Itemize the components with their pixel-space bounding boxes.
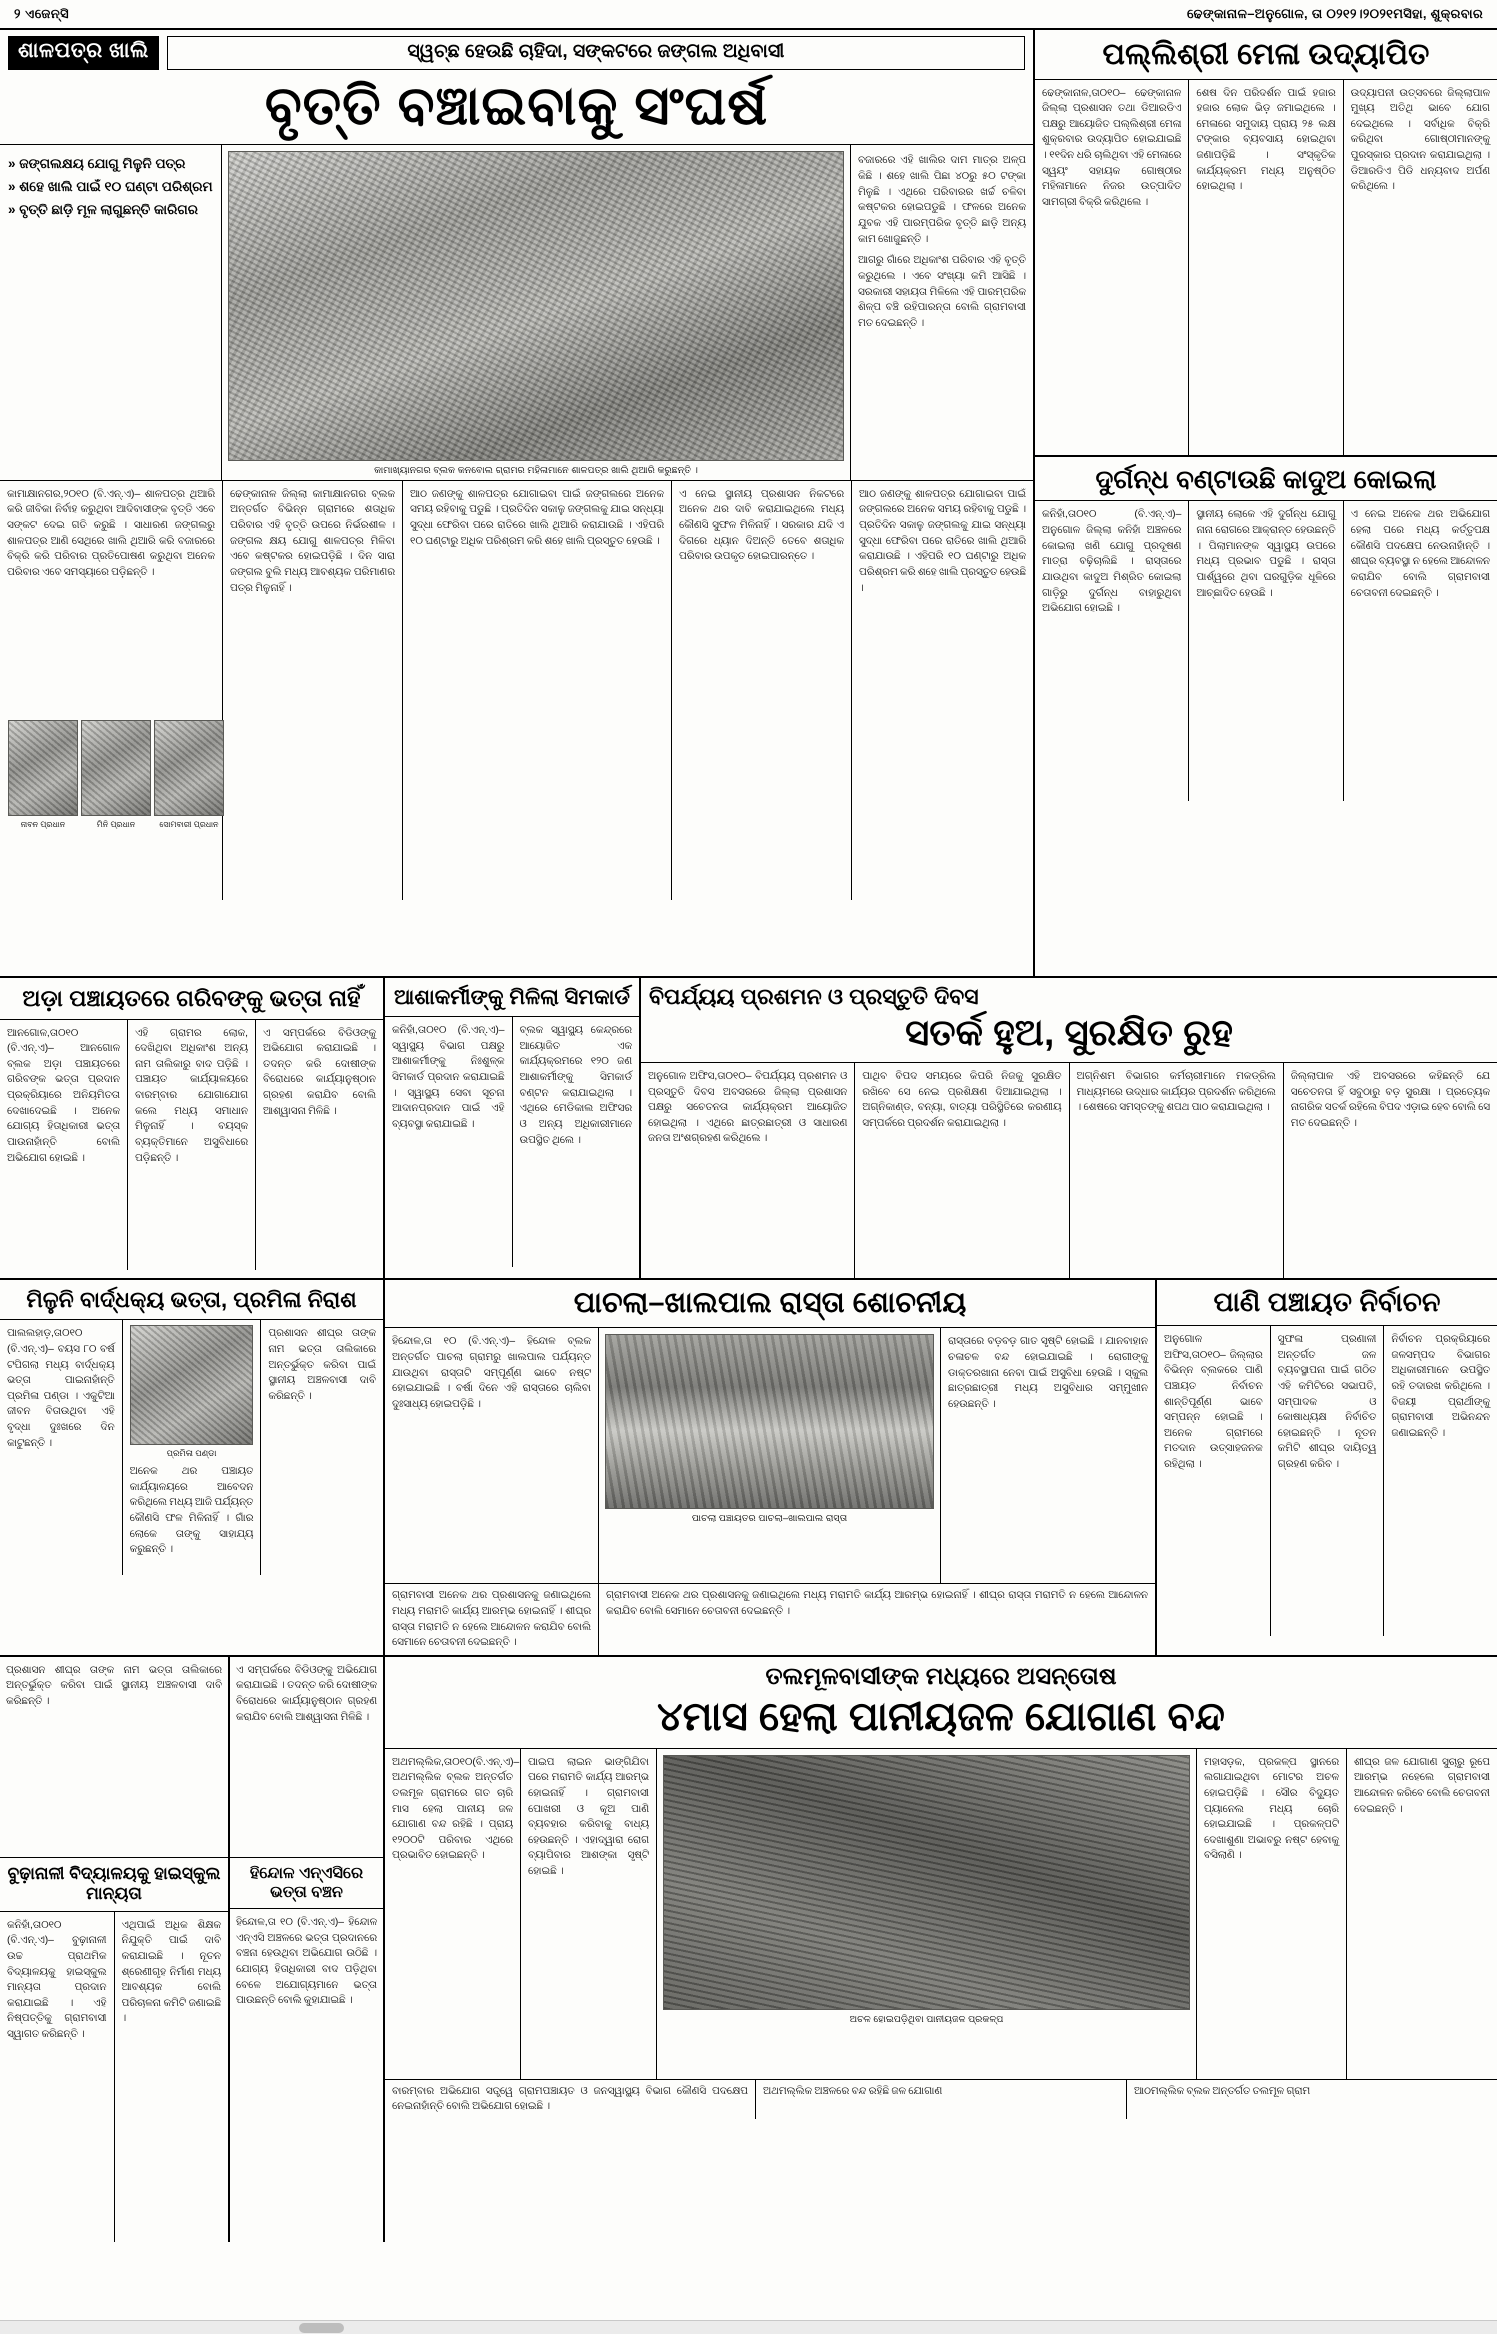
lead-bullet-2: » ଶହେ ଖାଲି ପାଇଁ ୧୦ ଘଣ୍ଟା ପରିଶ୍ରମ — [8, 176, 213, 199]
lead-bullets-col — [0, 145, 222, 479]
lead-col-1: କାମାକ୍ଷାନଗର,୨୦୧୦ (ବି.ଏନ୍.ଏ)– ଶାଳପତ୍ର ଥିଆରି କରି ଜୀବିକା ନିର୍ବାହ କରୁଥିବା ଆଦିବାସୀଙ୍କ ବୃତ୍ତି ଏବେ ସଙ୍କଟ ଦେଇ ଗତି କରୁଛି । ସାଧାରଣ ଜଙ୍ଗଲରୁ ଶାଳପତ୍ର ଆଣି ସେଥିରେ ଖାଲି ଥିଆରି କରି ବଜାରରେ ବିକ୍ରି କରି ପରିବାର ପ୍ରତିପୋଷଣ କରୁଥିବା ଅନେକ ପରିବାର ଏବେ ସମସ୍ୟାରେ ପଡ଼ିଛନ୍ତି । — [7, 488, 215, 578]
disaster-text-3: ଅଗ୍ନିଶମ ବିଭାଗର କର୍ମଚାରୀମାନେ ମକଡ୍ରିଲ ମାଧ୍ୟମରେ ଉଦ୍ଧାର କାର୍ଯ୍ୟର ପ୍ରଦର୍ଶନ କରିଥିଲେ । ଶେଷରେ ସମସ୍ତଙ୍କୁ ଶପଥ ପାଠ କରାଯାଇଥିଲା । — [1076, 1070, 1276, 1114]
disaster-col-4 — [1283, 1063, 1497, 1278]
lead-portrait-strip — [0, 720, 232, 836]
lead-bullet-3: » ବୃତ୍ତି ଛାଡ଼ି ମୂଳ ଲାଗୁଛନ୍ତି କାରିଗର — [8, 199, 213, 222]
masthead — [0, 0, 1497, 30]
hindol-title: ହିନ୍ଦୋଳ ଏନ୍ଏସିରେ ଭତ୍ତା ବଞ୍ଚନ — [230, 1857, 383, 1909]
lead-upper — [0, 144, 1033, 479]
pani-col-3 — [1383, 1326, 1497, 1636]
pachala-footer-1 — [385, 1584, 599, 1655]
middle-band — [0, 978, 1497, 1280]
ada-text-3: ଏ ସମ୍ପର୍କରେ ବିଡିଓଙ୍କୁ ଅଭିଯୋଗ କରାଯାଇଛି । ତଦନ୍ତ କରି ଦୋଷୀଙ୍କ ବିରୋଧରେ କାର୍ଯ୍ୟାନୁଷ୍ଠାନ ଗ୍ରହଣ କରାଯିବ ବୋଲି ଆଶ୍ୱାସନା ମିଳିଛି । — [263, 1027, 376, 1117]
asha-title: ଆଶାକର୍ମୀଙ୍କୁ ମିଳିଲା ସିମକାର୍ଡ — [385, 978, 639, 1017]
disaster-col-2 — [854, 1063, 1068, 1278]
pramila-col-3 — [260, 1320, 383, 1575]
school-col-2 — [114, 1912, 229, 2242]
portrait-2-wrap — [81, 720, 151, 830]
pani-text-2: ସୁଫଳା ପ୍ରଣାଳୀ ଅନ୍ତର୍ଗତ ଜଳ ବ୍ୟବସ୍ଥାପନା ପାଇଁ ଗଠିତ ଏହି କମିଟିରେ ସଭାପତି, ସମ୍ପାଦକ ଓ କୋଷାଧ୍ୟକ୍ଷ ନିର୍ବାଚିତ ହୋଇଛନ୍ତି । ନୂତନ କମିଟି ଶୀଘ୍ର ଦାୟିତ୍ୱ ଗ୍ରହଣ କରିବ । — [1277, 1333, 1377, 1471]
lead-lower-col-1 — [0, 481, 222, 900]
pachala-text-3b: ଗ୍ରାମବାସୀ ଅନେକ ଥର ପ୍ରଶାସନକୁ ଜଣାଇଥିଲେ ମଧ୍ୟ ମରାମତି କାର୍ଯ୍ୟ ଆରମ୍ଭ ହୋଇନାହିଁ । ଶୀଘ୍ର ରାସ୍ତା ମରାମତି ନ ହେଲେ ଆନ୍ଦୋଳନ କରାଯିବ ବୋଲି ସେମାନେ ଚେତାବନୀ ଦେଇଛନ୍ତି । — [606, 1590, 1148, 1617]
ada-col-2 — [127, 1020, 255, 1270]
koila-cols — [1035, 501, 1497, 801]
koila-text-2: ସ୍ଥାନୀୟ ଲୋକେ ଏହି ଦୁର୍ଗନ୍ଧ ଯୋଗୁ ନାନା ରୋଗରେ ଆକ୍ରାନ୍ତ ହେଉଛନ୍ତି । ପିଲାମାନଙ୍କ ସ୍ୱାସ୍ଥ୍ୟ ଉପରେ ମଧ୍ୟ ପ୍ରଭାବ ପଡୁଛି । ରାସ୍ତା ପାର୍ଶ୍ୱରେ ଥିବା ଘରଗୁଡ଼ିକ ଧୂଳିରେ ଆଚ୍ଛାଦିତ ହେଉଛି । — [1196, 509, 1336, 599]
story-water-supply — [385, 1657, 1497, 2242]
disaster-col-1 — [641, 1063, 854, 1278]
pachala-col-1 — [385, 1328, 599, 1583]
koila-text-3: ଏ ନେଇ ଅନେକ ଥର ଅଭିଯୋଗ ହେଲା ପରେ ମଧ୍ୟ କର୍ତ୍ତୃପକ୍ଷ କୌଣସି ପଦକ୍ଷେପ ନେଉନାହାଁନ୍ତି । ଶୀଘ୍ର ବ୍ୟବସ୍ଥା ନ ହେଲେ ଆନ୍ଦୋଳନ କରାଯିବ ବୋଲି ଗ୍ରାମବାସୀ ଚେତାବନୀ ଦେଇଛନ୍ତି । — [1350, 509, 1490, 599]
water-footer-1 — [385, 2080, 756, 2119]
water-col-2 — [521, 1749, 657, 2079]
lead-col-3: ଆଠ ଜଣଙ୍କୁ ଶାଳପତ୍ର ଯୋଗାଇବା ପାଇଁ ଜଙ୍ଗଲରେ ଅନେକ ସମୟ ରହିବାକୁ ପଡୁଛି । ପ୍ରତିଦିନ ସକାଳୁ ଜଙ୍ଗଲକୁ ଯାଇ ସନ୍ଧ୍ୟା ସୁଦ୍ଧା ଫେରିବା ପରେ ରାତିରେ ଖାଲି ଥିଆରି କରାଯାଉଛି । ଏହିପରି ୧୦ ଘଣ୍ଟାରୁ ଅଧିକ ପରିଶ୍ରମ କରି ଶହେ ଖାଲି ପ୍ରସ୍ତୁତ ହେଉଛି । — [410, 488, 664, 547]
lead-col-2: ଢେଙ୍କାନାଳ ଜିଲ୍ଲା କାମାକ୍ଷାନଗର ବ୍ଲକ ଅନ୍ତର୍ଗତ ବିଭିନ୍ନ ଗ୍ରାମରେ ଶତାଧିକ ପରିବାର ଏହି ବୃତ୍ତି ଉପରେ ନିର୍ଭରଶୀଳ । ଜଙ୍ଗଲ କ୍ଷୟ ଯୋଗୁ ଶାଳପତ୍ର ମିଳିବା ଏବେ କଷ୍ଟକର ହୋଇପଡ଼ିଛି । ଦିନ ସାରା ଜଙ୍ଗଲ ବୁଲି ମଧ୍ୟ ଆବଶ୍ୟକ ପରିମାଣର ପତ୍ର ମିଳୁନାହିଁ । — [230, 488, 395, 594]
hindol-filler-text: ଏ ସମ୍ପର୍କରେ ବିଡିଓଙ୍କୁ ଅଭିଯୋଗ କରାଯାଇଛି । ତଦନ୍ତ କରି ଦୋଷୀଙ୍କ ବିରୋଧରେ କାର୍ଯ୍ୟାନୁଷ୍ଠାନ ଗ୍ରହଣ କରାଯିବ ବୋଲି ଆଶ୍ୱାସନା ମିଳିଛି । — [236, 1664, 377, 1723]
pachala-photo-caption: ପାଚଲା ପଞ୍ଚାୟତର ପାଚଲା–ଖାଲପାଲ ରାସ୍ତା — [691, 1513, 848, 1525]
water-footer-2 — [756, 2080, 1127, 2119]
pallishree-cols — [1035, 80, 1497, 455]
pachala-text-1: ହିନ୍ଦୋଳ,ତା ୧୦ (ବି.ଏନ୍.ଏ)– ହିନ୍ଦୋଳ ବ୍ଲକ ଅନ୍ତର୍ଗତ ପାଚଲା ଗ୍ରାମରୁ ଖାଲପାଲ ପର୍ଯ୍ୟନ୍ତ ଯାଉଥିବା ରାସ୍ତାଟି ସମ୍ପୂର୍ଣ୍ଣ ଭାବେ ନଷ୍ଟ ହୋଇଯାଇଛି । ବର୍ଷା ଦିନେ ଏହି ରାସ୍ତାରେ ଚାଲିବା ଦୁଃସାଧ୍ୟ ହୋଇପଡ଼ିଛି । — [392, 1336, 591, 1410]
pachala-photo-col — [599, 1328, 941, 1583]
story-pachala-road — [385, 1280, 1157, 1655]
school-text-1: କନିହାଁ,ତା୦୧୦ (ବି.ଏନ୍.ଏ)– ବୁଢ଼ାନାଳୀ ଉଚ୍ଚ ପ୍ରାଥମିକ ବିଦ୍ୟାଳୟକୁ ହାଇସ୍କୁଲ ମାନ୍ୟତା ପ୍ରଦାନ କରାଯାଇଛି । ଏହି ନିଷ୍ପତ୍ତିକୁ ଗ୍ରାମବାସୀ ସ୍ୱାଗତ କରିଛନ୍ତି । — [7, 1919, 107, 2041]
pachala-body — [385, 1328, 1155, 1583]
pramila-title: ମିଳୁନି ବାର୍ଦ୍ଧକ୍ୟ ଭତ୍ତା, ପ୍ରମିଳା ନିରାଶ — [0, 1280, 383, 1320]
lead-bullet-1: » ଜଙ୍ଗଲକ୍ଷୟ ଯୋଗୁ ମିଳୁନି ପତ୍ର — [8, 153, 213, 176]
portrait-1-wrap — [8, 720, 78, 830]
lead-side-text-col — [851, 145, 1033, 479]
pachala-col-3 — [941, 1328, 1155, 1583]
hindol-text-1: ହିନ୍ଦୋଳ,ତା ୧୦ (ବି.ଏନ୍.ଏ)– ହିନ୍ଦୋଳ ଏନ୍ଏସି ଅଞ୍ଚଳରେ ଭତ୍ତା ପ୍ରଦାନରେ ବଞ୍ଚନା ହେଉଥିବା ଅଭିଯୋଗ ଉଠିଛି । ଯୋଗ୍ୟ ହିତାଧିକାରୀ ବାଦ ପଡ଼ିଥିବା ବେଳେ ଅଯୋଗ୍ୟମାନେ ଭତ୍ତା ପାଉଛନ୍ତି ବୋଲି କୁହାଯାଇଛି । — [236, 1917, 377, 2007]
pramila-photo — [130, 1325, 254, 1445]
lower-band — [0, 1280, 1497, 1657]
pani-text-3: ନିର୍ବାଚନ ପ୍ରକ୍ରିୟାରେ ଜଳସମ୍ପଦ ବିଭାଗର ଅଧିକାରୀମାନେ ଉପସ୍ଥିତ ରହି ତଦାରଖ କରିଥିଲେ । ବିଜୟୀ ପ୍ରାର୍ଥୀଙ୍କୁ ଗ୍ରାମବାସୀ ଅଭିନନ୍ଦନ ଜଣାଇଛନ୍ତି । — [1391, 1333, 1491, 1439]
water-text-2: ପାଇପ ଲାଇନ ଭାଙ୍ଗିଯିବା ପରେ ମରାମତି କାର୍ଯ୍ୟ ଆରମ୍ଭ ହୋଇନାହିଁ । ଗ୍ରାମବାସୀ ପୋଖରୀ ଓ କୂଅ ପାଣି ବ୍ୟବହାର କରିବାକୁ ବାଧ୍ୟ ହେଉଛନ୍ତି । ଏହାଦ୍ୱାରା ରୋଗ ବ୍ୟାପିବାର ଆଶଙ୍କା ସୃଷ୍ଟି ହୋଇଛି । — [528, 1756, 649, 1878]
ada-text-1: ଆନଗୋଳ,ତା୦୧୦ (ବି.ଏନ୍.ଏ)– ଆନଗୋଳ ବ୍ଲକ ଅଡ଼ା ପଞ୍ଚାୟତରେ ଗରିବଙ୍କ ଭତ୍ତା ପ୍ରଦାନ ପ୍ରକ୍ରିୟାରେ ଅନିୟମିତତା ଦେଖାଦେଇଛି । ଅନେକ ଯୋଗ୍ୟ ହିତାଧିକାରୀ ଭତ୍ତା ପାଉନାହାଁନ୍ତି ବୋଲି ଅଭିଯୋଗ ହୋଇଛି । — [7, 1027, 120, 1164]
ada-cols — [0, 1020, 383, 1270]
bottom-band — [0, 1657, 1497, 2242]
water-footer-text-3: ଆଠମଲ୍ଲିକ ବ୍ଲକ ଅନ୍ତର୍ଗତ ତଲମୂଳ ଗ୍ରାମ — [1134, 2085, 1311, 2097]
portrait-3-caption: ସୋମବାରୀ ପ୍ରଧାନ — [159, 819, 219, 829]
pramila-cols — [0, 1320, 383, 1575]
water-photo-col — [657, 1749, 1197, 2079]
lead-bullets — [8, 153, 213, 222]
lead-col-3b: ଆଠ ଜଣଙ୍କୁ ଶାଳପତ୍ର ଯୋଗାଇବା ପାଇଁ ଜଙ୍ଗଲରେ ଅନେକ ସମୟ ରହିବାକୁ ପଡୁଛି । ପ୍ରତିଦିନ ସକାଳୁ ଜଙ୍ଗଲକୁ ଯାଇ ସନ୍ଧ୍ୟା ସୁଦ୍ଧା ଫେରିବା ପରେ ରାତିରେ ଖାଲି ଥିଆରି କରାଯାଉଛି । ଏହିପରି ୧୦ ଘଣ୍ଟାରୁ ଅଧିକ ପରିଶ୍ରମ କରି ଶହେ ଖାଲି ପ୍ରସ୍ତୁତ ହେଉଛି । — [859, 488, 1026, 594]
water-footer-3 — [1127, 2080, 1497, 2119]
pramila-photo-caption: ପ୍ରମିଳା ପଣ୍ଡା — [166, 1448, 217, 1459]
asha-col-2 — [512, 1017, 640, 1267]
disaster-text-1: ଅନୁଗୋଳ ଅଫିସ,ତା୦୧୦– ବିପର୍ଯ୍ୟୟ ପ୍ରଶମନ ଓ ପ୍ରସ୍ତୁତି ଦିବସ ଅବସରରେ ଜିଲ୍ଲା ପ୍ରଶାସନ ପକ୍ଷରୁ ସଚେତନତା କାର୍ଯ୍ୟକ୍ରମ ଆୟୋଜିତ ହୋଇଥିଲା । ଏଥିରେ ଛାତ୍ରଛାତ୍ରୀ ଓ ସାଧାରଣ ଜନତା ଅଂଶଗ୍ରହଣ କରିଥିଲେ । — [648, 1070, 848, 1145]
portrait-1-caption: ନାବନ ପ୍ରଧାନ — [20, 819, 66, 829]
pallishree-col-2 — [1188, 80, 1342, 455]
portrait-2-caption: ମିନି ପ୍ରଧାନ — [96, 819, 136, 829]
disaster-eyebrow-wrap — [641, 978, 1497, 1010]
pani-cols — [1157, 1326, 1497, 1636]
pallishree-col-1 — [1035, 80, 1188, 455]
koila-col-1 — [1035, 501, 1188, 801]
water-footer — [385, 2079, 1497, 2119]
pramila-col-2 — [122, 1320, 261, 1575]
pallishree-text-1: ଢେଙ୍କାନାଳ,ତା୦୧୦– ଢେଙ୍କାନାଳ ଜିଲ୍ଲା ପ୍ରଶାସନ ତଥା ଡିଆରଡିଏ ପକ୍ଷରୁ ଆୟୋଜିତ ପଲ୍ଲିଶ୍ରୀ ମେଳା ଶୁକ୍ରବାର ଉଦ୍ୟାପିତ ହୋଇଯାଇଛି । ୧୧ଦିନ ଧରି ଚାଲିଥିବା ଏହି ମେଳାରେ ସ୍ୱୟଂ ସହାୟକ ଗୋଷ୍ଠୀର ମହିଳାମାନେ ନିଜର ଉତ୍ପାଦିତ ସାମଗ୍ରୀ ବିକ୍ରି କରିଥିଲେ । — [1042, 87, 1182, 208]
lead-kicker: ସ୍ୱଚ୍ଛ ହେଉଛି ଚାହିଦା, ସଙ୍କଟରେ ଜଙ୍ଗଲ ଅଧିବାସୀ — [167, 36, 1025, 70]
water-photo — [663, 1755, 1190, 2010]
hindol-filler — [230, 1657, 383, 1857]
pachala-text-3: ଗ୍ରାମବାସୀ ଅନେକ ଥର ପ୍ରଶାସନକୁ ଜଣାଇଥିଲେ ମଧ୍ୟ ମରାମତି କାର୍ଯ୍ୟ ଆରମ୍ଭ ହୋଇନାହିଁ । ଶୀଘ୍ର ରାସ୍ତା ମରାମତି ନ ହେଲେ ଆନ୍ଦୋଳନ କରାଯିବ ବୋଲି ସେମାନେ ଚେତାବନୀ ଦେଇଛନ୍ତି । — [392, 1590, 591, 1649]
lead-photo-col — [222, 145, 851, 479]
water-eyebrow-wrap — [385, 1657, 1497, 1692]
pallishree-text-2: ଶେଷ ଦିନ ପରିଦର୍ଶନ ପାଇଁ ହଜାର ହଜାର ଲୋକ ଭିଡ଼ ଜମାଇଥିଲେ । ମେଳାରେ ସମୁଦାୟ ପ୍ରାୟ ୨୫ ଲକ୍ଷ ଟଙ୍କାର ବ୍ୟବସାୟ ହୋଇଥିବା ଜଣାପଡ଼ିଛି । ସଂସ୍କୃତିକ କାର୍ଯ୍ୟକ୍ରମ ମଧ୍ୟ ଅନୁଷ୍ଠିତ ହୋଇଥିଲା । — [1196, 87, 1336, 193]
pallishree-text-3: ଉଦ୍ୟାପନୀ ଉତ୍ସବରେ ଜିଲ୍ଲାପାଳ ମୁଖ୍ୟ ଅତିଥି ଭାବେ ଯୋଗ ଦେଇଥିଲେ । ସର୍ବାଧିକ ବିକ୍ରି କରିଥିବା ଗୋଷ୍ଠୀମାନଙ୍କୁ ପୁରସ୍କାର ପ୍ରଦାନ କରାଯାଇଥିଲା । ଡିଆରଡିଏ ପିଡି ଧନ୍ୟବାଦ ଅର୍ପଣ କରିଥିଲେ । — [1350, 87, 1490, 193]
portrait-3 — [154, 720, 224, 816]
disaster-title: ସତର୍କ ହୁଅ, ସୁରକ୍ଷିତ ରୁହ — [641, 1010, 1497, 1063]
school-filler-text: ପ୍ରଶାସନ ଶୀଘ୍ର ତାଙ୍କ ନାମ ଭତ୍ତା ତାଲିକାରେ ଅନ୍ତର୍ଭୁକ୍ତ କରିବା ପାଇଁ ସ୍ଥାନୀୟ ଅଞ୍ଚଳବାସୀ ଦାବି କରିଛନ୍ତି । — [6, 1664, 222, 1708]
asha-cols — [385, 1017, 639, 1267]
pani-col-1 — [1157, 1326, 1270, 1636]
story-pramila — [0, 1280, 385, 1655]
masthead-dateline: ଢେଙ୍କାନାଳ–ଅନୁଗୋଳ, ତା ୦୨୧୨।୨୦୨୧ମସିହା, ଶୁକ୍ରବାର — [1187, 6, 1483, 21]
pramila-text-3: ପ୍ରଶାସନ ଶୀଘ୍ର ତାଙ୍କ ନାମ ଭତ୍ତା ତାଲିକାରେ ଅନ୍ତର୍ଭୁକ୍ତ କରିବା ପାଇଁ ସ୍ଥାନୀୟ ଅଞ୍ଚଳବାସୀ ଦାବି କରିଛନ୍ତି । — [268, 1328, 377, 1402]
scrollbar-thumb[interactable] — [299, 2323, 344, 2333]
water-body — [385, 1749, 1497, 2079]
lead-lower-cols — [0, 480, 1033, 900]
water-text-1: ଅଥମଲ୍ଲିକ,ତା୦୧୦(ବି.ଏନ୍.ଏ)– ଅଥମଲ୍ଲିକ ବ୍ଲକ ଅନ୍ତର୍ଗତ ତଲମୂଳ ଗ୍ରାମରେ ଗତ ଚାରି ମାସ ହେଲା ପାନୀୟ ଜଳ ଯୋଗାଣ ବନ୍ଦ ରହିଛି । ପ୍ରାୟ ୧୨୦୦ଟି ପରିବାର ଏଥିରେ ପ୍ରଭାବିତ ହୋଇଛନ୍ତି । — [392, 1756, 520, 1862]
pani-title: ପାଣି ପଞ୍ଚାୟତ ନିର୍ବାଚନ — [1157, 1280, 1497, 1326]
water-col-5 — [1347, 1749, 1497, 2079]
story-adapanchayat — [0, 978, 385, 1278]
story-hindol-bhata — [230, 1657, 385, 2242]
water-col-4 — [1197, 1749, 1347, 2079]
hindol-body — [230, 1909, 383, 2009]
page-number: ୨ ଏଜେନ୍ସି — [14, 6, 70, 21]
lead-badge: ଶାଳପତ୍ର ଖାଲି — [8, 36, 159, 70]
ada-text-2: ଏହି ଗ୍ରାମର ଲୋକ, ଦେଖିଥିବା ଅଧିକାଂଶ ଅନ୍ୟ ନାମ ତାଲିକାରୁ ବାଦ ପଡ଼ିଛି । ପଞ୍ଚାୟତ କାର୍ଯ୍ୟାଳୟରେ ବାରମ୍ବାର ଯୋଗାଯୋଗ କଲେ ମଧ୍ୟ ସମାଧାନ ମିଳୁନାହିଁ । ବୟସ୍କ ବ୍ୟକ୍ତିମାନେ ଅସୁବିଧାରେ ପଡ଼ିଛନ୍ତି । — [135, 1027, 248, 1164]
lead-photo-caption: କାମାଖ୍ୟାନଗର ବ୍ଲକ କନବୋଲ ଗ୍ରାମର ମହିଳାମାନେ ଶାଳପତ୍ର ଖାଲି ଥିଆରି କରୁଛନ୍ତି । — [374, 465, 698, 477]
ada-col-3 — [255, 1020, 383, 1270]
lead-col-4: ବଜାରରେ ଏହି ଖାଲିର ଦାମ ମାତ୍ର ଅଳ୍ପ କିଛି । ଶହେ ଖାଲି ପିଛା ୪୦ରୁ ୫୦ ଟଙ୍କା ମିଳୁଛି । ଏଥିରେ ପରିବାରର ଖର୍ଚ୍ଚ ଚଳିବା କଷ୍ଟକର ହୋଇପଡୁଛି । ଫଳରେ ଅନେକ ଯୁବକ ଏହି ପାରମ୍ପରିକ ବୃତ୍ତି ଛାଡ଼ି ଅନ୍ୟ କାମ ଖୋଜୁଛନ୍ତି । — [858, 155, 1026, 245]
lead-col-6: ଏ ନେଇ ସ୍ଥାନୀୟ ପ୍ରଶାସନ ନିକଟରେ ଅନେକ ଥର ଦାବି କରାଯାଇଥିଲେ ମଧ୍ୟ କୌଣସି ସୁଫଳ ମିଳିନାହିଁ । ସରକାର ଯଦି ଏ ଦିଗରେ ଧ୍ୟାନ ଦିଅନ୍ତି ତେବେ ଶତାଧିକ ପରିବାର ଉପକୃତ ହୋଇପାରନ୍ତେ । — [679, 488, 844, 563]
pachala-footer-2 — [599, 1584, 1155, 1655]
portrait-3-wrap — [154, 720, 224, 830]
lead-col-5: ଆଗରୁ ଗାଁରେ ଅଧିକାଂଶ ପରିବାର ଏହି ବୃତ୍ତି କରୁଥିଲେ । ଏବେ ସଂଖ୍ୟା କମି ଆସିଛି । ସରକାରୀ ସହାୟତା ମିଳିଲେ ଏହି ପାରମ୍ପରିକ ଶିଳ୍ପ ବଞ୍ଚି ରହିପାରନ୍ତା ବୋଲି ଗ୍ରାମବାସୀ ମତ ଦେଇଛନ୍ତି । — [858, 255, 1026, 329]
top-section — [0, 30, 1497, 978]
disaster-text-2: ପାଥିବ ବିପଦ ସମୟରେ କିପରି ନିଜକୁ ସୁରକ୍ଷିତ ରଖିବେ ସେ ନେଇ ପ୍ରଶିକ୍ଷଣ ଦିଆଯାଇଥିଲା । ଅଗ୍ନିକାଣ୍ଡ, ବନ୍ୟା, ବାତ୍ୟା ପରିସ୍ଥିତିରେ କରଣୀୟ ସମ୍ପର୍କରେ ପ୍ରଦର୍ଶନ କରାଯାଇଥିଲା । — [862, 1070, 1062, 1129]
water-col-1 — [385, 1749, 521, 2079]
horizontal-scrollbar[interactable] — [0, 2320, 1497, 2334]
lead-kicker-row — [0, 30, 1033, 74]
story-school — [0, 1657, 230, 2242]
pachala-text-2: ରାସ୍ତାରେ ବଡ଼ବଡ଼ ଗାତ ସୃଷ୍ଟି ହୋଇଛି । ଯାନବାହାନ ଚଳାଚଳ ବନ୍ଦ ହୋଇଯାଇଛି । ରୋଗୀଙ୍କୁ ଡାକ୍ତରଖାନା ନେବା ପାଇଁ ଅସୁବିଧା ହେଉଛି । ସ୍କୁଲ ଛାତ୍ରଛାତ୍ରୀ ମଧ୍ୟ ଅସୁବିଧାର ସମ୍ମୁଖୀନ ହେଉଛନ୍ତି । — [948, 1336, 1148, 1410]
story-pani-panchayat — [1157, 1280, 1497, 1655]
disaster-cols — [641, 1063, 1497, 1278]
pallishree-col-3 — [1343, 80, 1497, 455]
lead-photo — [228, 151, 844, 461]
portrait-2 — [81, 720, 151, 816]
pramila-text-1: ପାଲଲହାଡ଼,ତା୦୧୦ (ବି.ଏନ୍.ଏ)– ବୟସ ୮୦ ବର୍ଷ ଟପିଗଲା ମଧ୍ୟ ବାର୍ଦ୍ଧକ୍ୟ ଭତ୍ତା ପାଇନାହାଁନ୍ତି ପ୍ରମିଳା ପଣ୍ଡା । ଏକୁଟିଆ ଜୀବନ ବିତାଉଥିବା ଏହି ବୃଦ୍ଧା ଦୁଃଖରେ ଦିନ କାଟୁଛନ୍ତି । — [7, 1328, 115, 1449]
water-footer-text-2: ଅଥମଲ୍ଲିକ ଅଞ୍ଚଳରେ ବନ୍ଦ ରହିଛି ଜଳ ଯୋଗାଣ — [763, 2085, 943, 2097]
water-footer-text-1: ବାରମ୍ବାର ଅଭିଯୋଗ ସତ୍ତ୍ୱେ ଗ୍ରାମପଞ୍ଚାୟତ ଓ ଜନସ୍ୱାସ୍ଥ୍ୟ ବିଭାଗ କୌଣସି ପଦକ୍ଷେପ ନେଇନାହାଁନ୍ତି ବୋଲି ଅଭିଯୋଗ ହୋଇଛି । — [392, 2085, 748, 2113]
pallishree-title: ପଲ୍ଲିଶ୍ରୀ ମେଳା ଉଦ୍ୟାପିତ — [1035, 30, 1497, 80]
water-text-4: ମହାସଡ଼କ, ପ୍ରକଳ୍ପ ସ୍ଥାନରେ ଲଗାଯାଇଥିବା ମୋଟର ଅଚଳ ହୋଇପଡ଼ିଛି । ସୌର ବିଦ୍ୟୁତ ପ୍ୟାନେଲ ମଧ୍ୟ ଚୋରି ହୋଇଯାଇଛି । ପ୍ରକଳ୍ପଟି ଦେଖାଶୁଣା ଅଭାବରୁ ନଷ୍ଟ ହେବାକୁ ବସିଲାଣି । — [1204, 1756, 1339, 1862]
lead-lower-col-5 — [851, 481, 1033, 900]
water-title: ୪ମାସ ହେଲା ପାନୀୟଜଳ ଯୋଗାଣ ବନ୍ଦ — [385, 1692, 1497, 1749]
koila-col-3 — [1343, 501, 1497, 801]
story-disaster-day — [641, 978, 1497, 1278]
ada-title: ଅଡ଼ା ପଞ୍ଚାୟତରେ ଗରିବଙ୍କୁ ଭତ୍ତା ନାହିଁ — [0, 978, 383, 1020]
lead-lower-col-4 — [671, 481, 851, 900]
story-pallishree — [1035, 30, 1497, 455]
pramila-col-1 — [0, 1320, 122, 1575]
lead-headline: ବୃତ୍ତି ବଞ୍ଚାଇବାକୁ ସଂଘର୍ଷ — [264, 76, 769, 136]
pachala-title: ପାଚଲା–ଖାଲପାଲ ରାସ୍ତା ଶୋଚନୀୟ — [385, 1280, 1155, 1328]
pani-text-1: ଅନୁଗୋଳ ଅଫିସ,ତା୦୧୦– ଜିଲ୍ଲାର ବିଭିନ୍ନ ବ୍ଲକରେ ପାଣି ପଞ୍ଚାୟତ ନିର୍ବାଚନ ଶାନ୍ତିପୂର୍ଣ୍ଣ ଭାବେ ସମ୍ପନ୍ନ ହୋଇଛି । ଅନେକ ଗ୍ରାମରେ ମତଦାନ ଉତ୍ସାହଜନକ ରହିଥିଲା । — [1164, 1333, 1263, 1471]
water-text-5: ଶୀଘ୍ର ଜଳ ଯୋଗାଣ ସୁଚାରୁ ରୂପେ ଆରମ୍ଭ ନହେଲେ ଗ୍ରାମବାସୀ ଆନ୍ଦୋଳନ କରିବେ ବୋଲି ଚେତାବନୀ ଦେଇଛନ୍ତି । — [1354, 1756, 1490, 1815]
story-koila — [1035, 455, 1497, 802]
koila-title: ଦୁର୍ଗନ୍ଧ ବଣ୍ଟାଉଛି କାଦୁଅ କୋଇଲା — [1035, 457, 1497, 502]
water-photo-caption: ଅଚଳ ହୋଇପଡ଼ିଥିବା ପାନୀୟଜଳ ପ୍ରକଳ୍ପ — [849, 2013, 1004, 2025]
portrait-1 — [8, 720, 78, 816]
koila-col-2 — [1188, 501, 1342, 801]
asha-col-1 — [385, 1017, 512, 1267]
koila-text-1: କନିହାଁ,ତା୦୧୦ (ବି.ଏନ୍.ଏ)– ଅନୁଗୋଳ ଜିଲ୍ଲା କନିହାଁ ଅଞ୍ଚଳରେ କୋଇଲା ଖଣି ଯୋଗୁ ପ୍ରଦୂଷଣ ମାତ୍ରା ବଢ଼ିଚାଲିଛି । ରାସ୍ତାରେ ଯାଉଥିବା କାଦୁଅ ମିଶ୍ରିତ କୋଇଲା ଗାଡ଼ିରୁ ଦୁର୍ଗନ୍ଧ ବାହାରୁଥିବା ଅଭିଯୋଗ ହୋଇଛି । — [1042, 509, 1182, 615]
disaster-eyebrow: ବିପର୍ଯ୍ୟୟ ପ୍ରଶମନ ଓ ପ୍ରସ୍ତୁତି ଦିବସ — [649, 983, 979, 1009]
pani-col-2 — [1270, 1326, 1384, 1636]
lead-lower-col-3 — [402, 481, 671, 900]
asha-text-1: କନିହାଁ,ତା୦୧୦ (ବି.ଏନ୍.ଏ)– ସ୍ୱାସ୍ଥ୍ୟ ବିଭାଗ ପକ୍ଷରୁ ଆଶାକର୍ମୀଙ୍କୁ ନିଃଶୁଳ୍କ ସିମକାର୍ଡ ପ୍ରଦାନ କରାଯାଇଛି । ସ୍ୱାସ୍ଥ୍ୟ ସେବା ସୂଚନା ଆଦାନପ୍ରଦାନ ପାଇଁ ଏହି ବ୍ୟବସ୍ଥା କରାଯାଇଛି । — [392, 1025, 505, 1130]
school-title: ବୁଢ଼ାନାଳୀ ବିଦ୍ୟାଳୟକୁ ହାଇସ୍କୁଲ ମାନ୍ୟତା — [0, 1857, 228, 1912]
school-cols — [0, 1912, 228, 2242]
disaster-text-4: ଜିଲ୍ଲାପାଳ ଏହି ଅବସରରେ କହିଛନ୍ତି ଯେ ସଚେତନତା ହିଁ ସବୁଠାରୁ ବଡ଼ ସୁରକ୍ଷା । ପ୍ରତ୍ୟେକ ନାଗରିକ ସତର୍କ ରହିଲେ ବିପଦ ଏଡ଼ାଇ ହେବ ବୋଲି ସେ ମତ ଦେଇଛନ୍ତି । — [1290, 1070, 1490, 1129]
school-col-1 — [0, 1912, 114, 2242]
lead-lower-col-2 — [222, 481, 402, 900]
story-asha — [385, 978, 641, 1278]
pachala-photo — [605, 1334, 934, 1509]
school-filler — [0, 1657, 228, 1857]
ada-col-1 — [0, 1020, 127, 1270]
pramila-text-2: ଅନେକ ଥର ପଞ୍ଚାୟତ କାର୍ଯ୍ୟାଳୟରେ ଆବେଦନ କରିଥିଲେ ମଧ୍ୟ ଆଜି ପର୍ଯ୍ୟନ୍ତ କୌଣସି ଫଳ ମିଳିନାହିଁ । ଗାଁର ଲୋକେ ତାଙ୍କୁ ସାହାଯ୍ୟ କରୁଛନ୍ତି । — [129, 1466, 254, 1556]
asha-text-2: ବ୍ଲକ ସ୍ୱାସ୍ଥ୍ୟ କେନ୍ଦ୍ରରେ ଆୟୋଜିତ ଏକ କାର୍ଯ୍ୟକ୍ରମରେ ୧୨୦ ଜଣ ଆଶାକର୍ମୀଙ୍କୁ ସିମକାର୍ଡ ବଣ୍ଟନ କରାଯାଇଥିଲା । ଏଥିରେ ମେଡିକାଲ ଅଫିସର ଓ ଅନ୍ୟ ଅଧିକାରୀମାନେ ଉପସ୍ଥିତ ଥିଲେ । — [519, 1025, 632, 1146]
lead-story — [0, 30, 1035, 976]
disaster-col-3 — [1069, 1063, 1283, 1278]
right-rail — [1035, 30, 1497, 976]
school-text-2: ଏଥିପାଇଁ ଅଧିକ ଶିକ୍ଷକ ନିଯୁକ୍ତି ପାଇଁ ଦାବି କରାଯାଇଛି । ନୂତନ ଶ୍ରେଣୀଗୃହ ନିର୍ମାଣ ମଧ୍ୟ ଆବଶ୍ୟକ ବୋଲି ପରିଚାଳନା କମିଟି ଜଣାଇଛି । — [121, 1919, 221, 2025]
pachala-footer-cols — [385, 1583, 1155, 1655]
water-eyebrow: ତଲମୂଳବାସୀଙ୍କ ମଧ୍ୟରେ ଅସନ୍ତୋଷ — [765, 1662, 1117, 1690]
